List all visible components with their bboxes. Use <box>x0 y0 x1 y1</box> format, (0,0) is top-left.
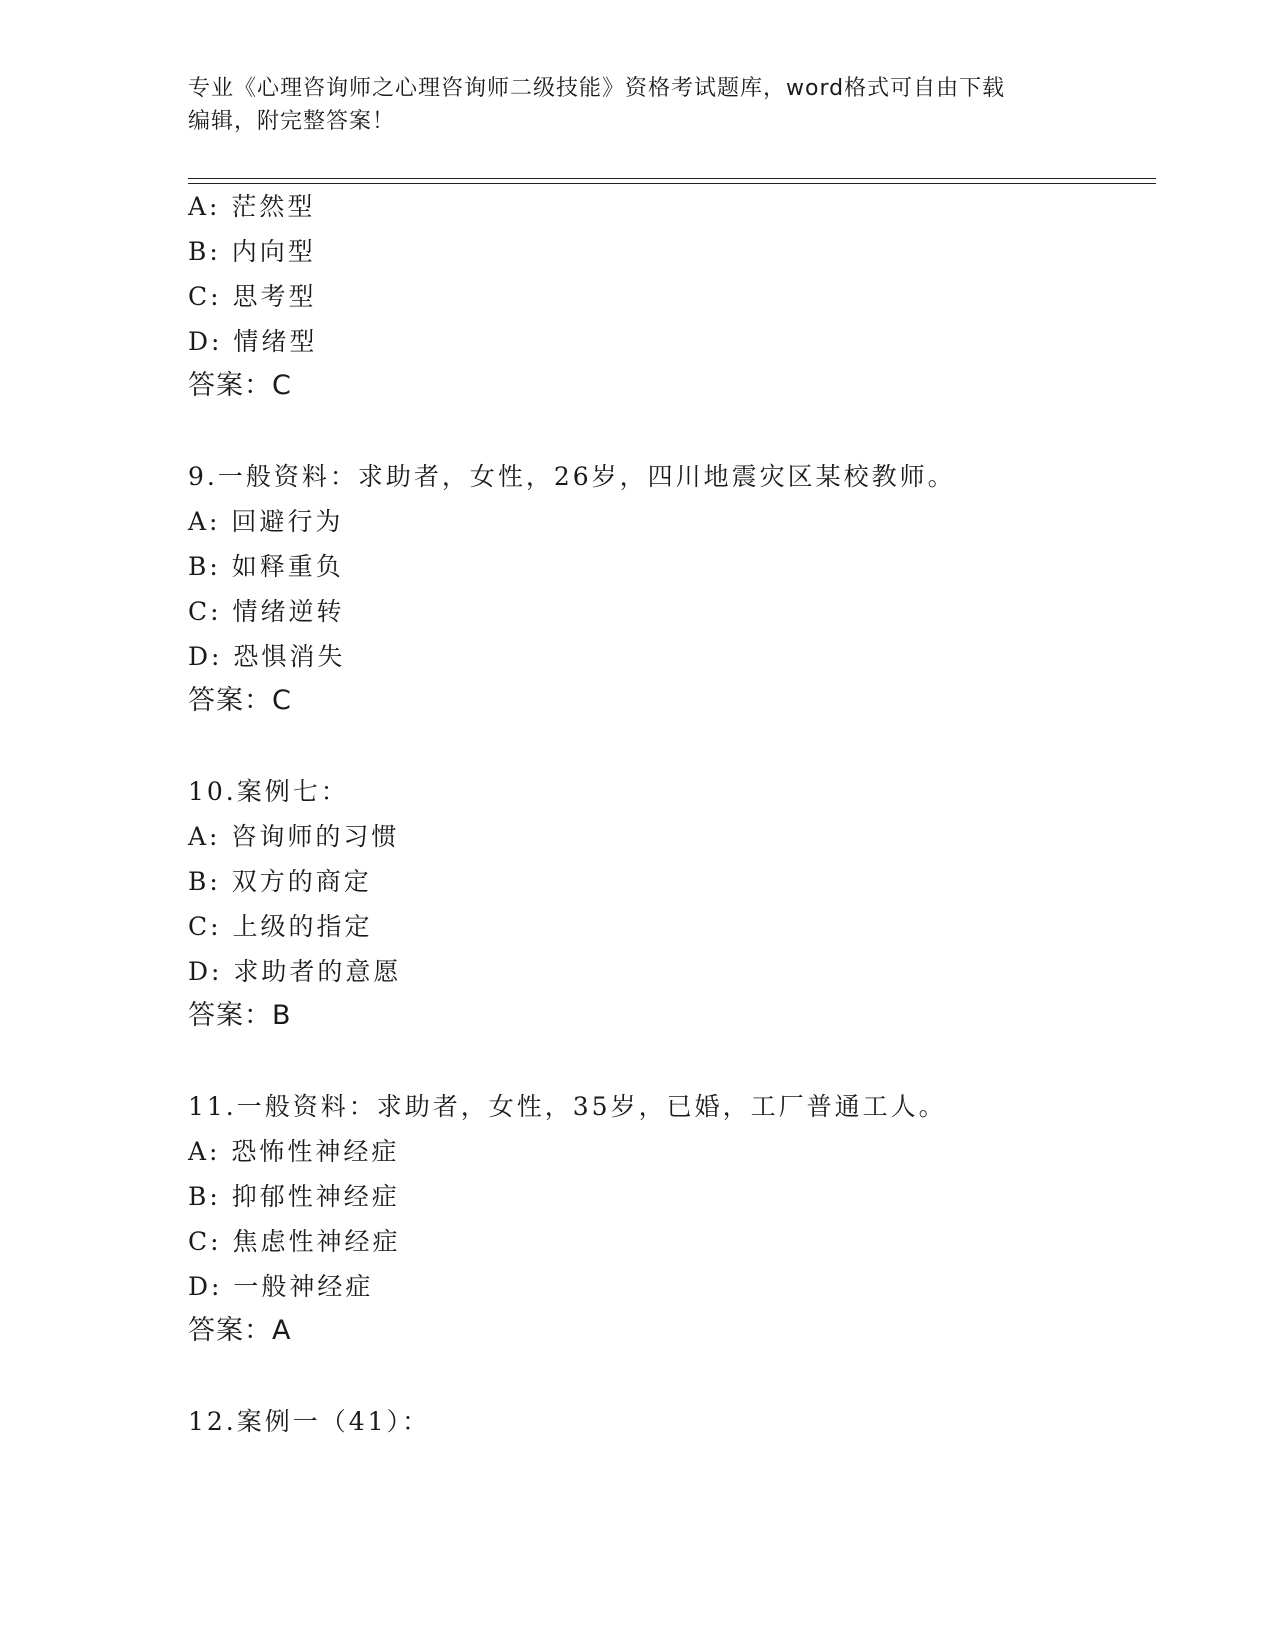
option-b: B: 内向型 <box>188 237 316 266</box>
question-11: 11.一般资料：求助者，女性，35岁，已婚，工厂普通工人。 <box>188 1092 947 1121</box>
document-header <box>188 72 1088 138</box>
option-d: D: 恐惧消失 <box>188 642 346 671</box>
question-9: 9.一般资料：求助者，女性，26岁，四川地震灾区某校教师。 <box>188 462 956 491</box>
option-a: A: 回避行为 <box>188 507 344 536</box>
option-d: D: 求助者的意愿 <box>188 957 402 986</box>
option-a: A: 咨询师的习惯 <box>188 822 400 851</box>
option-b: B: 双方的商定 <box>188 867 372 896</box>
header-divider-top <box>188 178 1156 179</box>
option-d: D: 一般神经症 <box>188 1272 374 1301</box>
answer: 答案：C <box>188 685 292 716</box>
header-line-1: 专业《心理咨询师之心理咨询师二级技能》资格考试题库，word格式可自由下载 <box>188 76 1006 101</box>
header-divider-bottom <box>188 183 1156 184</box>
option-d: D: 情绪型 <box>188 327 318 356</box>
question-10: 10.案例七： <box>188 777 349 806</box>
option-c: C: 情绪逆转 <box>188 597 345 626</box>
option-c: C: 上级的指定 <box>188 912 373 941</box>
option-c: C: 焦虑性神经症 <box>188 1227 401 1256</box>
question-12: 12.案例一（41）： <box>188 1407 431 1436</box>
answer: 答案：A <box>188 1315 292 1346</box>
option-a: A: 恐怖性神经症 <box>188 1137 400 1166</box>
header-line-2: 编辑，附完整答案！ <box>188 109 396 134</box>
option-b: B: 抑郁性神经症 <box>188 1182 400 1211</box>
answer: 答案：C <box>188 370 292 401</box>
option-c: C: 思考型 <box>188 282 317 311</box>
option-b: B: 如释重负 <box>188 552 344 581</box>
option-a: A: 茫然型 <box>188 192 316 221</box>
answer: 答案：B <box>188 1000 292 1031</box>
